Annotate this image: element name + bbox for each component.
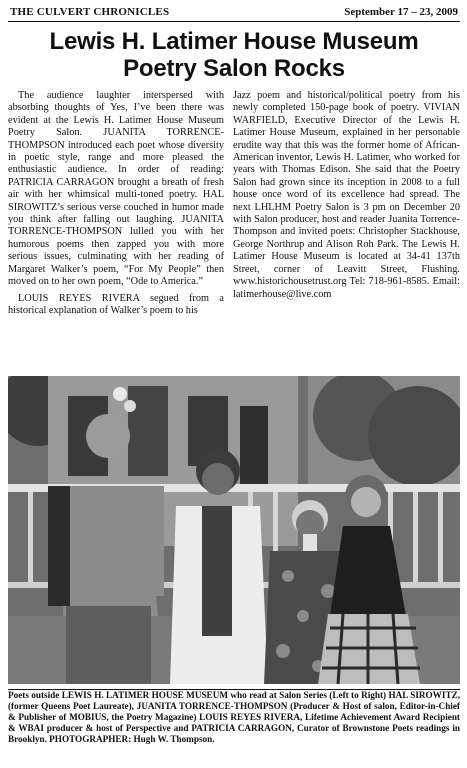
issue-date: September 17 – 23, 2009: [344, 6, 458, 18]
article-column-left: [8, 90, 224, 317]
photo-caption: [8, 687, 460, 745]
headline-line-1: Lewis H. Latimer House Museum: [49, 28, 419, 55]
article-paragraph: The audience laughter interspersed with absorbing thoughts of Yes, I’ve been there was evident at the Lewis H. Latimer House Museum Poetry Salon. JUANITA TORRENCE-THOMPSON introduced each poet whose diversity in poetic style, range and more pleased the enthusiastic audience. In order of reading: PATRICIA CARRAGON brought a breath of fresh air with her whimsical multi-toned poetry. HAL SIROWITZ’s serious verse couched in humor made you think after falling out laughing. JUANITA TORRENCE-THOMPSON lulled you with her humorous poems then zapped you with more serious issues, culminating with her reading of Margaret Walker’s poem, “For My People” then moved on to her own poem, “Ode to America.”: [8, 90, 224, 288]
caption-text: Poets outside LEWIS H. LATIMER HOUSE MUSEUM who read at Salon Series (Left to Right) HAL SIROWITZ, (former Queens Poet Laureate), JUANITA TORRENCE-THOMPSON (Producer & Host of salon, Editor-in-Chief & Publisher of MOBIUS, the Poetry Magazine) LOUIS REYES RIVERA, Lifetime Achievement Award Recipient & WBAI producer & host of Perspective and PATRICIA CARRAGON, Curator of Brownstone Poets readings in Brooklyn. PHOTOGRAPHER: Hugh W. Thompson.: [8, 690, 460, 745]
headline: [8, 28, 460, 82]
article-paragraph: Jazz poem and historical/political poetry from his newly completed 150-page book of poetry. VIVIAN WARFIELD, Executive Director of the Lewis H. Latimer House Museum, explained in her personable erudite way that this was the former home of African-American inventor, Lewis H. Latimer, who worked for years with Thomas Edison. She said that the Poetry Salon had grown since its inception in 2008 to a full house once word of its excellence had spread. The next LHLHM Poetry Salon is 3 pm on December 20 with Salon producer, host and reader Juanita Torrence-Thompson and invited poets: Christopher Stackhouse, George Northrup and Alison Roh Park. The Lewis H. Latimer House Museum is located at 34-41 137th Street, corner of Leavitt Street, Flushing. www.historichousetrust.org Tel: 718-961-8585. Email: latimerhouse@live.com: [233, 90, 460, 300]
masthead: [8, 6, 460, 22]
newspaper-name: THE CULVERT CHRONICLES: [10, 6, 170, 18]
article-paragraph: LOUIS REYES RIVERA segued from a historical explanation of Walker’s poem to his: [8, 292, 224, 316]
headline-line-2: Poetry Salon Rocks: [123, 55, 345, 82]
article-column-right: [233, 90, 460, 301]
group-photo: [8, 376, 460, 684]
masthead-rule: [8, 21, 460, 22]
